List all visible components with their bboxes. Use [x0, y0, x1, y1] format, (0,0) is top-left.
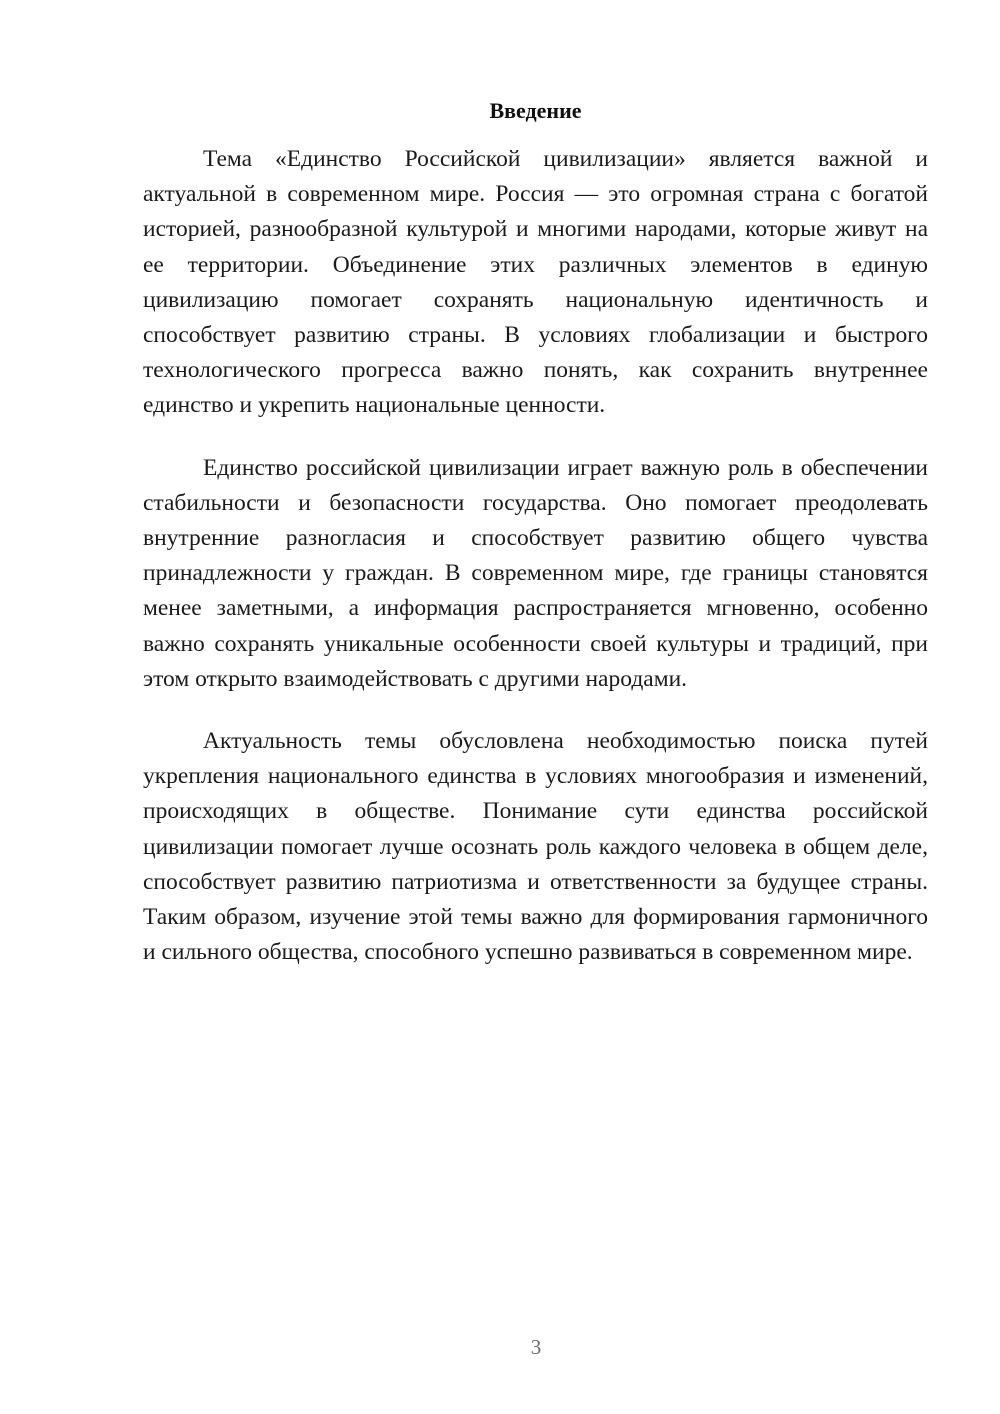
paragraph-1: Тема «Единство Российской цивилизации» является важной и актуальной в современном мире. Россия — это огромная страна с богатой историей, разнообразной культурой и многими народами, которые живут на ее территории. Объединение этих различных элементов в единую цивилизацию помогает сохранять национальную идентичность и способствует развитию страны. В условиях глобализации и быстрого технологического прогресса важно понять, как сохранить внутреннее единство и укрепить национальные ценности.	[143, 146, 928, 419]
body-text	[143, 142, 928, 997]
section-heading: Введение	[489, 98, 582, 123]
paragraph-2: Единство российской цивилизации играет важную роль в обеспечении стабильности и безопасности государства. Оно помогает преодолевать внутренние разногласия и способствует развитию общего чувства принадлежности у граждан. В современном мире, где границы становятся менее заметными, а информация распространяется мгновенно, особенно важно сохранять уникальные особенности своей культуры и традиций, при этом открыто взаимодействовать с другими народами.	[143, 454, 928, 692]
paragraph-3: Актуальность темы обусловлена необходимостью поиска путей укрепления национального единства в условиях многообразия и изменений, происходящих в обществе. Понимание сути единства российской цивилизации помогает лучше осознать роль каждого человека в общем деле, способствует развитию патриотизма и ответственности за будущее страны. Таким образом, изучение этой темы важно для формирования гармоничного и сильного общества, способного успешно развиваться в современном мире.	[143, 728, 928, 966]
page-number: 3	[530, 1335, 542, 1359]
